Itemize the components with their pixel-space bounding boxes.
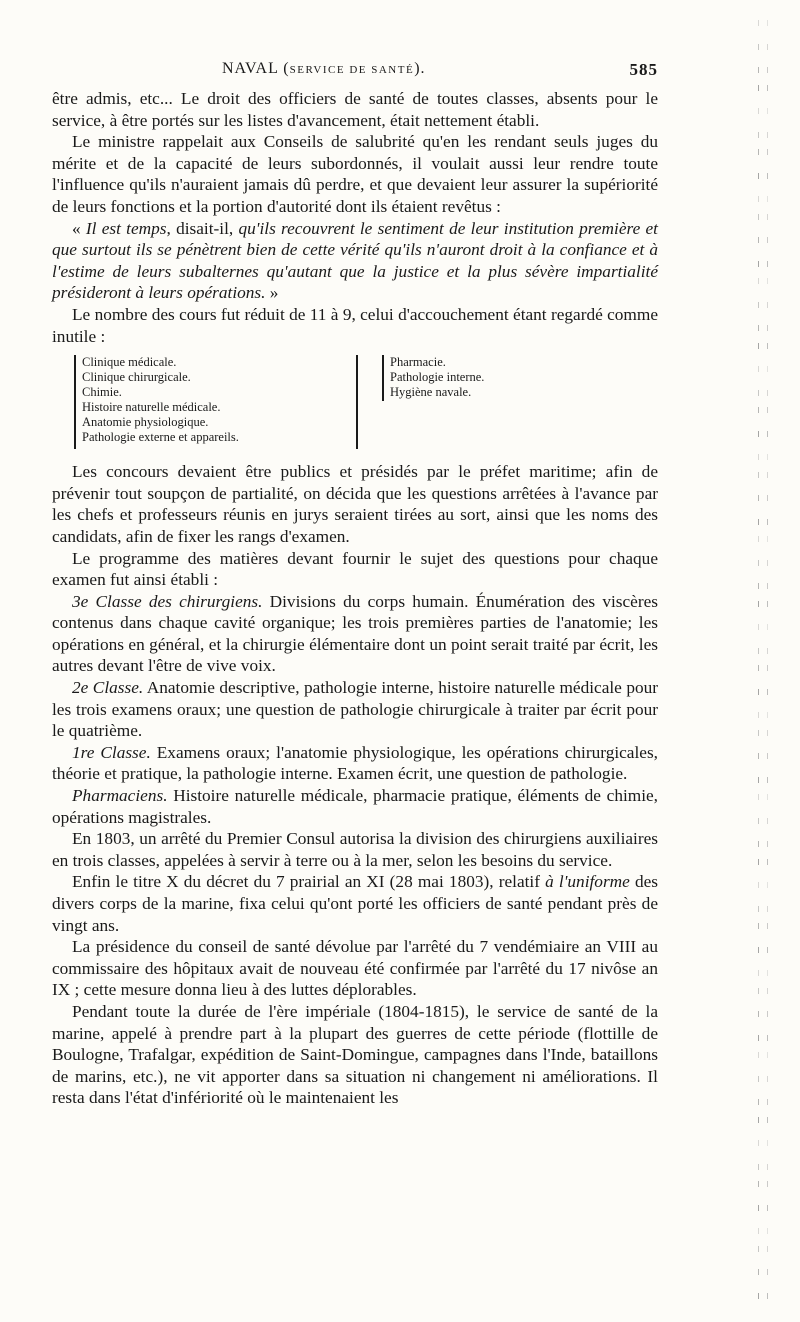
edge-mark bbox=[758, 947, 768, 953]
paragraph-10: En 1803, un arrêté du Premier Consul autorisa la division des chirurgiens auxiliaires en trois classes, appelées à servir à terre ou à la mer, selon les besoins du service. bbox=[52, 829, 658, 870]
paragraph-11: Enfin le titre X du décret du 7 prairial an XI (28 mai 1803), relatif à l'uniforme des divers corps de la marine, fixa celui qu'ont porté les officiers de santé pendant près de vingt ans. bbox=[52, 872, 659, 935]
edge-mark bbox=[758, 1076, 768, 1082]
edge-mark bbox=[758, 519, 768, 525]
edge-mark bbox=[758, 583, 768, 589]
paragraph-5: Le programme des matières devant fournir le sujet des questions pour chaque examen fut ainsi établi : bbox=[52, 548, 658, 590]
edge-mark bbox=[758, 906, 768, 912]
edge-mark bbox=[758, 777, 768, 783]
list-item: Chimie. bbox=[82, 385, 122, 400]
paragraph-9: Pharmaciens. Histoire naturelle médicale, pharmacie pratique, éléments de chimie, opérations magistrales. bbox=[52, 786, 658, 827]
list-item: Clinique chirurgicale. bbox=[82, 370, 191, 385]
edge-mark bbox=[758, 1035, 768, 1041]
edge-mark bbox=[758, 1011, 768, 1017]
edge-mark bbox=[758, 325, 768, 331]
edge-mark bbox=[758, 278, 768, 284]
edge-mark bbox=[758, 753, 768, 759]
edge-mark bbox=[758, 237, 768, 243]
edge-mark bbox=[758, 214, 768, 220]
edge-mark bbox=[758, 67, 768, 73]
paragraph-1: être admis, etc... Le droit des officiers de santé de toutes classes, absents pour le service, à être portés sur les listes d'avancement, était nettement établi. bbox=[52, 89, 658, 130]
edge-mark bbox=[758, 841, 768, 847]
edge-mark bbox=[758, 390, 768, 396]
edge-mark bbox=[758, 261, 768, 267]
edge-mark bbox=[758, 859, 768, 865]
paragraph-2: Le ministre rappelait aux Conseils de salubrité qu'en les rendant seuls juges du mérite et de la capacité de leurs subordonnés, il voulait aussi leur rendre toute l'influence qu'ils n'auraient jamais dû perdre, et que devaient leur assurer la supériorité de leurs fonctions et la portion d'autorité dont ils étaient revêtus : bbox=[52, 132, 658, 216]
edge-mark bbox=[758, 624, 768, 630]
list-item: Pathologie externe et appareils. bbox=[82, 430, 239, 445]
edge-mark bbox=[758, 601, 768, 607]
edge-mark bbox=[758, 560, 768, 566]
list-item: Hygiène navale. bbox=[390, 385, 472, 400]
edge-mark bbox=[758, 882, 768, 888]
edge-mark bbox=[758, 302, 768, 308]
paragraph-12: La présidence du conseil de santé dévolue par l'arrêté du 7 vendémiaire an VIII au commissaire des hôpitaux avait de nouveau été confirmée par l'arrêté du 17 nivôse an IX ; cette mesure donna lieu à des luttes déplorables. bbox=[52, 937, 658, 1000]
list-item: Anatomie physiologique. bbox=[82, 415, 209, 430]
edge-mark bbox=[758, 495, 768, 501]
edge-mark bbox=[758, 196, 768, 202]
paragraph-4: Les concours devaient être publics et présidés par le préfet maritime; afin de prévenir tout soupçon de partialité, on décida que les questions arrêtées à l'avance par les chefs et professeurs réunis en jurys seraient tirées au sort, ainsi que les noms des candidats, afin de fixer les rangs d'examen. bbox=[52, 462, 658, 546]
edge-mark bbox=[758, 454, 768, 460]
edge-mark bbox=[758, 343, 768, 349]
edge-mark bbox=[758, 1099, 768, 1105]
edge-mark bbox=[758, 1246, 768, 1252]
list-item: Pathologie interne. bbox=[390, 370, 485, 385]
edge-mark bbox=[758, 472, 768, 478]
edge-mark bbox=[758, 132, 768, 138]
edge-mark bbox=[758, 173, 768, 179]
page-number: 585 bbox=[629, 60, 658, 79]
edge-mark bbox=[758, 1140, 768, 1146]
list-item: Clinique médicale. bbox=[82, 355, 177, 370]
course-list-left bbox=[74, 355, 316, 449]
edge-mark bbox=[758, 794, 768, 800]
edge-mark bbox=[758, 1228, 768, 1234]
edge-mark bbox=[758, 1181, 768, 1187]
header-title: NAVAL (SERVICE DE SANTÉ). bbox=[222, 60, 426, 77]
paragraph-8: 1re Classe. Examens oraux; l'anatomie physiologique, les opérations chirurgicales, théorie et pratique, la pathologie interne. Examen écrit, une question de pathologie. bbox=[52, 742, 658, 784]
running-header bbox=[52, 58, 658, 88]
edge-mark bbox=[758, 689, 768, 695]
list-item: Pharmacie. bbox=[390, 355, 446, 370]
edge-mark bbox=[758, 1164, 768, 1170]
edge-mark bbox=[758, 149, 768, 155]
edge-mark bbox=[758, 44, 768, 50]
edge-mark bbox=[758, 1269, 768, 1275]
edge-mark bbox=[758, 85, 768, 91]
course-list bbox=[74, 355, 658, 449]
quote-paragraph: « Il est temps, disait-il, qu'ils recouvrent le sentiment de leur institution première et que surtout ils se pénètrent bien de cette vérité qu'ils n'auront droit à la confiance et à l'estime de leurs subalternes qu'autant que la justice et la plus sévère impartialité présideront à leurs opérations. » bbox=[52, 218, 658, 303]
edge-mark bbox=[758, 730, 768, 736]
edge-mark bbox=[758, 648, 768, 654]
edge-mark bbox=[758, 970, 768, 976]
scan-edge-marks bbox=[752, 20, 774, 1310]
paragraph-6: 3e Classe des chirurgiens. Divisions du corps humain. Énumération des viscères contenus dans chaque cavité organique; les trois premières parties de l'anatomie; les opérations en général, et la chirurgie élémentaire dont un point serait traité par écrit, les autres devant l'être de vive voix. bbox=[52, 591, 658, 676]
edge-mark bbox=[758, 1052, 768, 1058]
edge-mark bbox=[758, 712, 768, 718]
edge-mark bbox=[758, 1293, 768, 1299]
edge-mark bbox=[758, 536, 768, 542]
edge-mark bbox=[758, 665, 768, 671]
list-item: Histoire naturelle médicale. bbox=[82, 400, 221, 415]
edge-mark bbox=[758, 366, 768, 372]
paragraph-3: Le nombre des cours fut réduit de 11 à 9, celui d'accouchement étant regardé comme inutile : bbox=[52, 304, 658, 346]
edge-mark bbox=[758, 20, 768, 26]
edge-mark bbox=[758, 1117, 768, 1123]
edge-mark bbox=[758, 818, 768, 824]
edge-mark bbox=[758, 407, 768, 413]
edge-mark bbox=[758, 431, 768, 437]
edge-mark bbox=[758, 988, 768, 994]
edge-mark bbox=[758, 1205, 768, 1211]
course-list-right bbox=[358, 355, 484, 449]
paragraph-13: Pendant toute la durée de l'ère impériale (1804-1815), le service de santé de la marine, appelé à prendre part à la plupart des guerres de cette période (flottille de Boulogne, Trafalgar, expédition de Saint-Domingue, campagnes dans l'Inde, bataillons de marins, etc.), ne vit apporter dans sa situation ni changement ni améliorations. Il resta dans l'état d'infériorité où le maintenaient les bbox=[52, 1001, 658, 1108]
edge-mark bbox=[758, 923, 768, 929]
paragraph-7: 2e Classe. Anatomie descriptive, pathologie interne, histoire naturelle médicale pour les trois examens oraux; une question de pathologie chirurgicale à traiter par écrit pour le quatrième. bbox=[52, 678, 659, 741]
document-page bbox=[52, 58, 658, 1109]
edge-mark bbox=[758, 108, 768, 114]
